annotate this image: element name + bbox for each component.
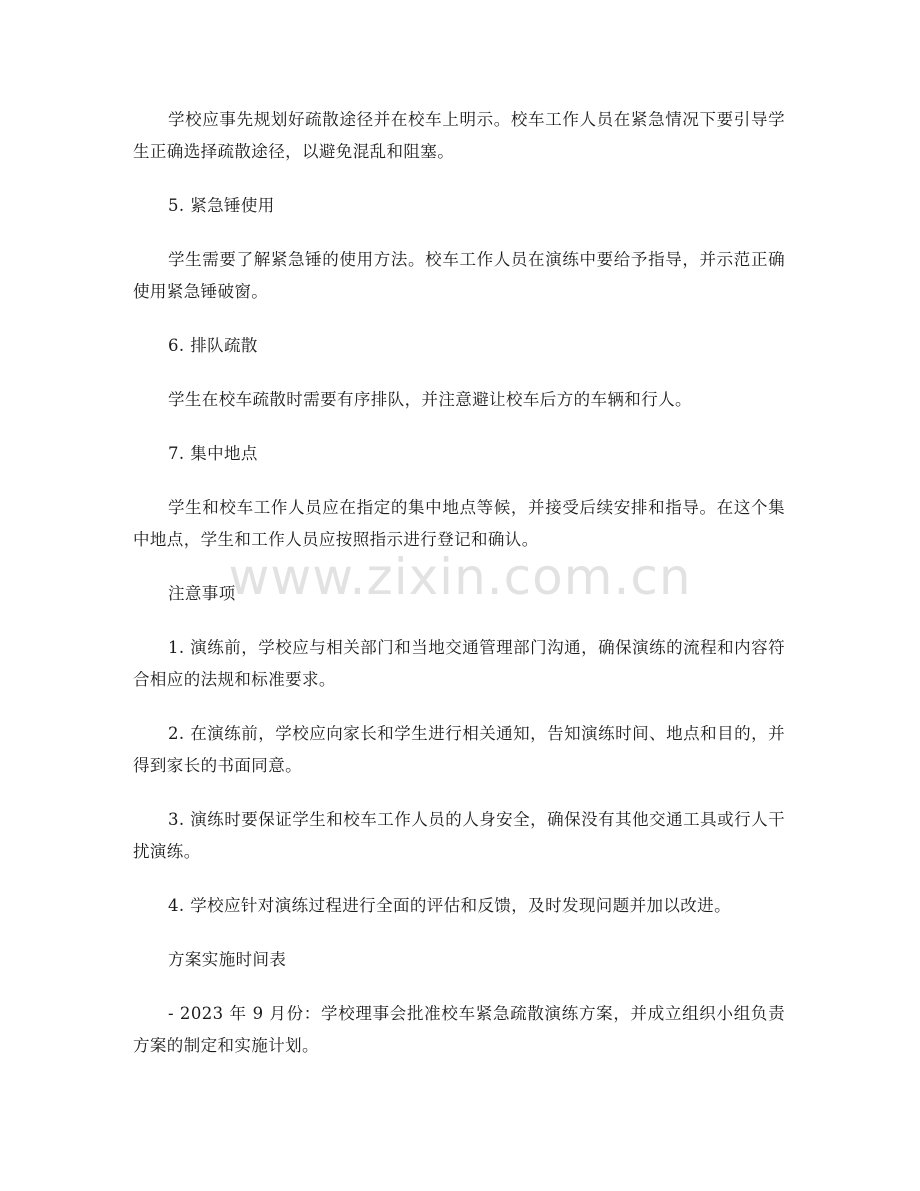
paragraph-evacuation-route: 学校应事先规划好疏散途径并在校车上明示。校车工作人员在紧急情况下要引导学生正确选择疏散途径，以避免混乱和阻塞。 <box>133 110 785 161</box>
section-heading-notes: 注意事项 <box>168 584 236 603</box>
section-heading-queue-evacuation: 6. 排队疏散 <box>168 336 258 355</box>
document-body <box>133 104 785 1084</box>
paragraph-emergency-hammer: 学生需要了解紧急锤的使用方法。校车工作人员在演练中要给予指导，并示范正确使用紧急锤破窗。 <box>133 250 785 301</box>
schedule-item-september: - 2023 年 9 月份：学校理事会批准校车紧急疏散演练方案，并成立组织小组负责方案的制定和实施计划。 <box>133 1004 785 1055</box>
section-heading-emergency-hammer: 5. 紧急锤使用 <box>168 196 275 215</box>
paragraph-assembly-point: 学生和校车工作人员应在指定的集中地点等候，并接受后续安排和指导。在这个集中地点，学生和工作人员应按照指示进行登记和确认。 <box>133 498 785 549</box>
paragraph-queue-evacuation: 学生在校车疏散时需要有序排队，并注意避让校车后方的车辆和行人。 <box>168 390 692 409</box>
note-item-3: 3. 演练时要保证学生和校车工作人员的人身安全，确保没有其他交通工具或行人干扰演练。 <box>133 810 785 861</box>
note-item-1: 1. 演练前，学校应与相关部门和当地交通管理部门沟通，确保演练的流程和内容符合相应的法规和标准要求。 <box>133 638 785 689</box>
note-item-4: 4. 学校应针对演练过程进行全面的评估和反馈，及时发现问题并加以改进。 <box>168 896 731 915</box>
site-watermark: www.zixin.com.cn <box>228 548 692 606</box>
note-item-2: 2. 在演练前，学校应向家长和学生进行相关通知，告知演练时间、地点和目的，并得到家长的书面同意。 <box>133 724 785 775</box>
section-heading-assembly-point: 7. 集中地点 <box>168 444 258 463</box>
section-heading-schedule: 方案实施时间表 <box>168 950 287 969</box>
